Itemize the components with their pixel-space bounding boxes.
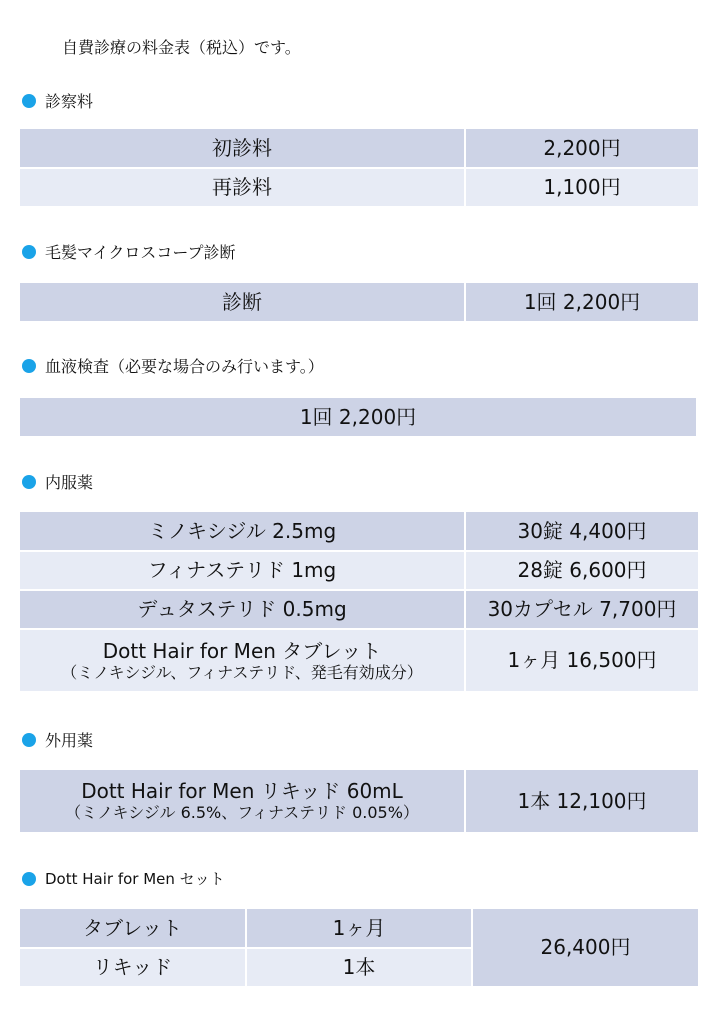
section-title-microscope <box>22 240 236 263</box>
item-cell <box>19 769 465 833</box>
item-cell: フィナステリド 1mg <box>19 551 465 590</box>
bullet-icon <box>22 475 36 489</box>
bullet-icon <box>22 872 36 886</box>
price-cell: 30カプセル 7,700円 <box>465 590 699 629</box>
section-title-set <box>22 868 225 889</box>
oral-medicine-table <box>18 510 700 693</box>
table-row <box>19 511 699 551</box>
price-cell: 1,100円 <box>465 168 699 207</box>
item-cell: 再診料 <box>19 168 465 207</box>
item-cell: 初診料 <box>19 128 465 168</box>
section-title-topical <box>22 728 93 751</box>
set-price-table <box>18 907 700 988</box>
section-title-oral <box>22 470 93 493</box>
price-cell: 30錠 4,400円 <box>465 511 699 551</box>
bullet-icon <box>22 359 36 373</box>
section-title-text: 診察料 <box>45 92 94 111</box>
item-ingredients: （ミノキシジル、フィナステリド、発毛有効成分） <box>61 662 423 682</box>
bullet-icon <box>22 94 36 108</box>
item-ingredients: （ミノキシジル 6.5%、フィナステリド 0.05%） <box>65 803 419 823</box>
section-title-blood <box>22 354 324 377</box>
table-row <box>19 282 699 322</box>
item-cell: ミノキシジル 2.5mg <box>19 511 465 551</box>
table-row <box>19 128 699 168</box>
consult-fee-table <box>18 127 700 208</box>
table-row <box>19 397 697 437</box>
item-cell: デュタステリド 0.5mg <box>19 590 465 629</box>
price-cell: 1ヶ月 16,500円 <box>465 629 699 692</box>
price-cell: 28錠 6,600円 <box>465 551 699 590</box>
table-row <box>19 629 699 692</box>
price-cell: 1回 2,200円 <box>19 397 697 437</box>
table-row <box>19 590 699 629</box>
page-intro: 自費診療の料金表（税込）です。 <box>62 38 301 57</box>
bullet-icon <box>22 733 36 747</box>
price-cell: 1本 12,100円 <box>465 769 699 833</box>
table-row <box>19 908 699 948</box>
item-name: Dott Hair for Men リキッド 60mL <box>81 779 403 804</box>
table-row <box>19 551 699 590</box>
qty-cell: 1本 <box>246 948 472 987</box>
item-cell: タブレット <box>19 908 246 948</box>
item-cell: リキッド <box>19 948 246 987</box>
qty-cell: 1ヶ月 <box>246 908 472 948</box>
blood-test-fee-table <box>18 396 698 438</box>
section-title-text: 外用薬 <box>45 731 94 750</box>
price-cell: 2,200円 <box>465 128 699 168</box>
price-cell: 1回 2,200円 <box>465 282 699 322</box>
item-cell <box>19 629 465 692</box>
section-title-text: 毛髪マイクロスコープ診断 <box>45 243 236 262</box>
section-title-consult <box>22 89 93 112</box>
item-name: Dott Hair for Men タブレット <box>102 638 382 663</box>
microscope-fee-table <box>18 281 700 323</box>
set-price-cell: 26,400円 <box>472 908 699 987</box>
section-title-text: 内服薬 <box>45 473 94 492</box>
item-cell: 診断 <box>19 282 465 322</box>
table-row <box>19 769 699 833</box>
bullet-icon <box>22 245 36 259</box>
topical-medicine-table <box>18 768 700 834</box>
section-title-text: Dott Hair for Men セット <box>45 870 225 888</box>
table-row <box>19 168 699 207</box>
section-title-text: 血液検査（必要な場合のみ行います。） <box>45 357 324 376</box>
